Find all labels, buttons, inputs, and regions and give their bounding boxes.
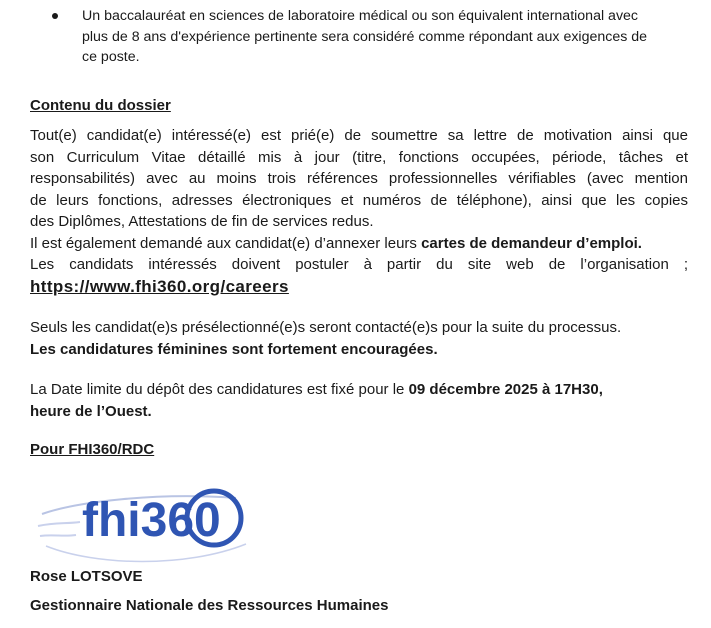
deadline-timezone: heure de l’Ouest. bbox=[30, 402, 152, 420]
stamp-wordmark: fhi360 bbox=[82, 494, 221, 547]
stamp-streak bbox=[40, 535, 76, 536]
dossier-paragraph bbox=[30, 125, 688, 297]
dossier-line: son Curriculum Vitae détaillé mis à jour (titre, fonctions occupées, période, tâches et bbox=[30, 148, 688, 166]
dossier-line: de leurs fonctions, adresses électroniques et numéros de téléphone), ainsi que les copies bbox=[30, 191, 688, 209]
women-encouraged-line: Les candidatures féminines sont fortement encouragées. bbox=[30, 340, 438, 358]
deadline-paragraph bbox=[30, 379, 688, 422]
dossier-line: responsabilités) avec au moins trois références professionnelles vérifiables (avec mention bbox=[30, 170, 688, 187]
deadline-line bbox=[30, 379, 688, 401]
dossier-line: Tout(e) candidat(e) intéressé(e) est prié(e) de soumettre sa lettre de motivation ainsi que bbox=[30, 127, 688, 144]
dossier-line: des Diplômes, Attestations de fin de services redus. bbox=[30, 213, 374, 230]
signatory-name: Rose LOTSOVE bbox=[30, 568, 143, 585]
requirement-bullet-item bbox=[52, 6, 692, 68]
stamp-streak bbox=[38, 522, 80, 526]
deadline-prefix: La Date limite du dépôt des candidatures est fixé pour le bbox=[30, 381, 409, 398]
bullet-dot-icon bbox=[52, 13, 58, 19]
apply-line: Les candidats intéressés doivent postuler à partir du site web de l’organisation ; bbox=[30, 256, 688, 273]
selection-line: Seuls les candidat(e)s présélectionné(e)s seront contacté(e)s pour la suite du processus. bbox=[30, 319, 622, 336]
requirement-line: plus de 8 ans d'expérience pertinente sera considéré comme répondant aux exigences de bbox=[82, 28, 648, 45]
fhi360-stamp bbox=[36, 480, 256, 576]
requirement-line: Un baccalauréat en sciences de laboratoire médical ou son équivalent international avec bbox=[82, 8, 639, 24]
dossier-heading: Contenu du dossier bbox=[30, 97, 171, 114]
annex-prefix: Il est également demandé aux candidat(e) d’annexer leurs bbox=[30, 234, 422, 252]
annex-line bbox=[30, 233, 688, 255]
requirement-text bbox=[82, 6, 692, 68]
annex-bold: cartes de demandeur d’emploi. bbox=[421, 234, 642, 252]
signatory-title: Gestionnaire Nationale des Ressources Humaines bbox=[30, 597, 389, 614]
signature-for-label: Pour FHI360/RDC bbox=[30, 441, 155, 458]
deadline-date: 09 décembre 2025 à 17H30, bbox=[408, 381, 603, 398]
selection-paragraph bbox=[30, 317, 688, 360]
requirement-line: ce poste. bbox=[82, 49, 140, 65]
careers-link[interactable]: https://www.fhi360.org/careers bbox=[30, 276, 289, 296]
